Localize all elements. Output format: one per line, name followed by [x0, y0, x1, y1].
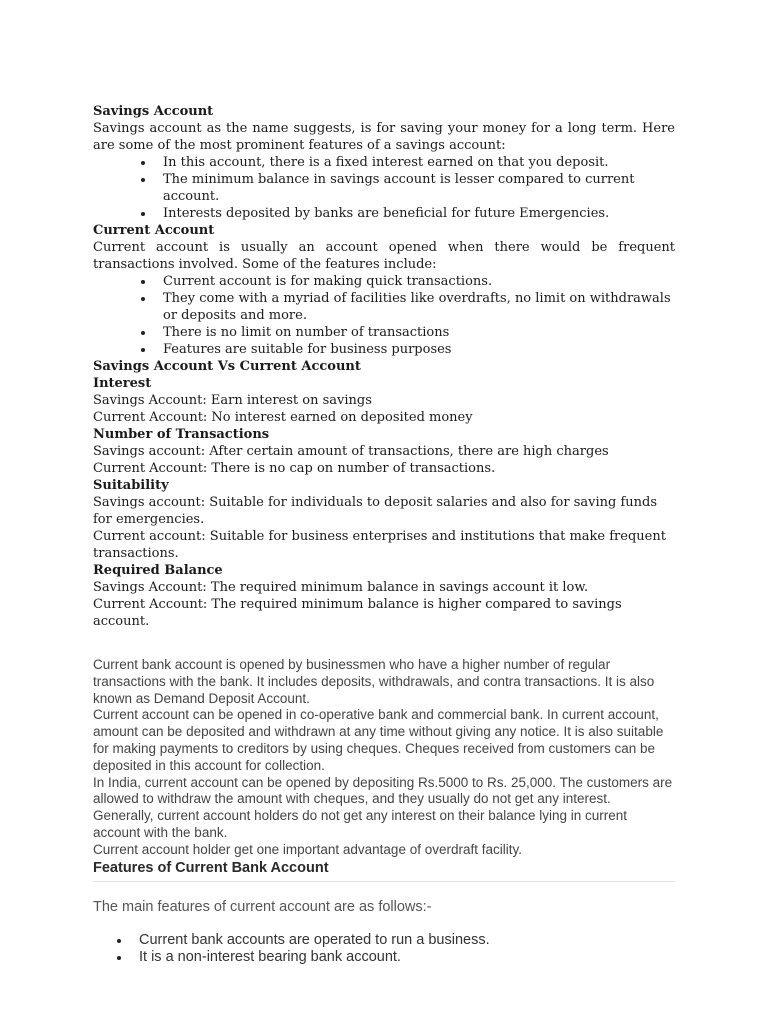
interest-current: Current Account: No interest earned on deposited money — [93, 410, 473, 425]
list-item: It is a non-interest bearing bank account. — [139, 949, 675, 967]
savings-heading: Savings Account — [93, 104, 214, 119]
current-bank-paragraph: Current account can be opened in co-operative bank and commercial bank. In current account, amount can be deposited and withdrawn at any time without giving any notice. It is also suitable for making payments to creditors by using cheques. Cheques received from customers can be deposited in this account for collection. — [93, 707, 664, 773]
transactions-heading: Number of Transactions — [93, 427, 270, 442]
current-heading: Current Account — [93, 223, 215, 238]
list-item: Current account is for making quick transactions. — [163, 273, 675, 290]
transactions-current: Current Account: There is no cap on number of transactions. — [93, 461, 496, 476]
suitability-savings: Savings account: Suitable for individuals to deposit salaries and also for saving funds for emergencies. — [93, 495, 658, 527]
interest-savings: Savings Account: Earn interest on savings — [93, 393, 372, 408]
current-bank-section — [93, 657, 675, 859]
features-title: Features of Current Bank Account — [93, 860, 675, 882]
list-item: In this account, there is a fixed interest earned on that you deposit. — [163, 154, 675, 171]
list-item: Interests deposited by banks are beneficial for future Emergencies. — [163, 205, 675, 222]
suitability-heading: Suitability — [93, 478, 169, 493]
comparison-section — [93, 358, 675, 630]
list-item: Features are suitable for business purposes — [163, 341, 675, 358]
current-intro: Current account is usually an account opened when there would be frequent transactions involved. Some of the features include: — [93, 240, 675, 272]
list-item: There is no limit on number of transactions — [163, 324, 675, 341]
current-bank-features-list — [93, 932, 675, 967]
current-features-list — [93, 273, 675, 358]
interest-heading: Interest — [93, 376, 152, 391]
savings-features-list — [93, 154, 675, 222]
current-section — [93, 222, 675, 358]
suitability-current: Current account: Suitable for business enterprises and institutions that make frequent transactions. — [93, 529, 666, 561]
balance-current: Current Account: The required minimum balance is higher compared to savings account. — [93, 597, 622, 629]
savings-intro: Savings account as the name suggests, is for saving your money for a long term. Here are some of the most prominent features of a savings account: — [93, 121, 675, 153]
comparison-heading: Savings Account Vs Current Account — [93, 359, 361, 374]
balance-savings: Savings Account: The required minimum balance in savings account it low. — [93, 580, 589, 595]
current-bank-paragraph: Current account holder get one important advantage of overdraft facility. — [93, 841, 522, 857]
transactions-savings: Savings account: After certain amount of transactions, there are high charges — [93, 444, 609, 459]
features-intro: The main features of current account are as follows:- — [93, 898, 432, 915]
list-item: Current bank accounts are operated to run a business. — [139, 932, 675, 950]
document-page — [93, 103, 675, 967]
savings-section — [93, 103, 675, 222]
balance-heading: Required Balance — [93, 563, 223, 578]
current-bank-paragraph: In India, current account can be opened by depositing Rs.5000 to Rs. 25,000. The customers are allowed to withdraw the amount with cheques, and they usually do not get any interest. Generally, current account holders do not get any interest on their balance lying in current account with the bank. — [93, 774, 673, 840]
current-bank-paragraph: Current bank account is opened by businessmen who have a higher number of regular transactions with the bank. It includes deposits, withdrawals, and contra transactions. It is also known as Demand Deposit Account. — [93, 657, 655, 706]
list-item: The minimum balance in savings account is lesser compared to current account. — [163, 171, 675, 205]
list-item: They come with a myriad of facilities like overdrafts, no limit on withdrawals or deposits and more. — [163, 290, 675, 324]
